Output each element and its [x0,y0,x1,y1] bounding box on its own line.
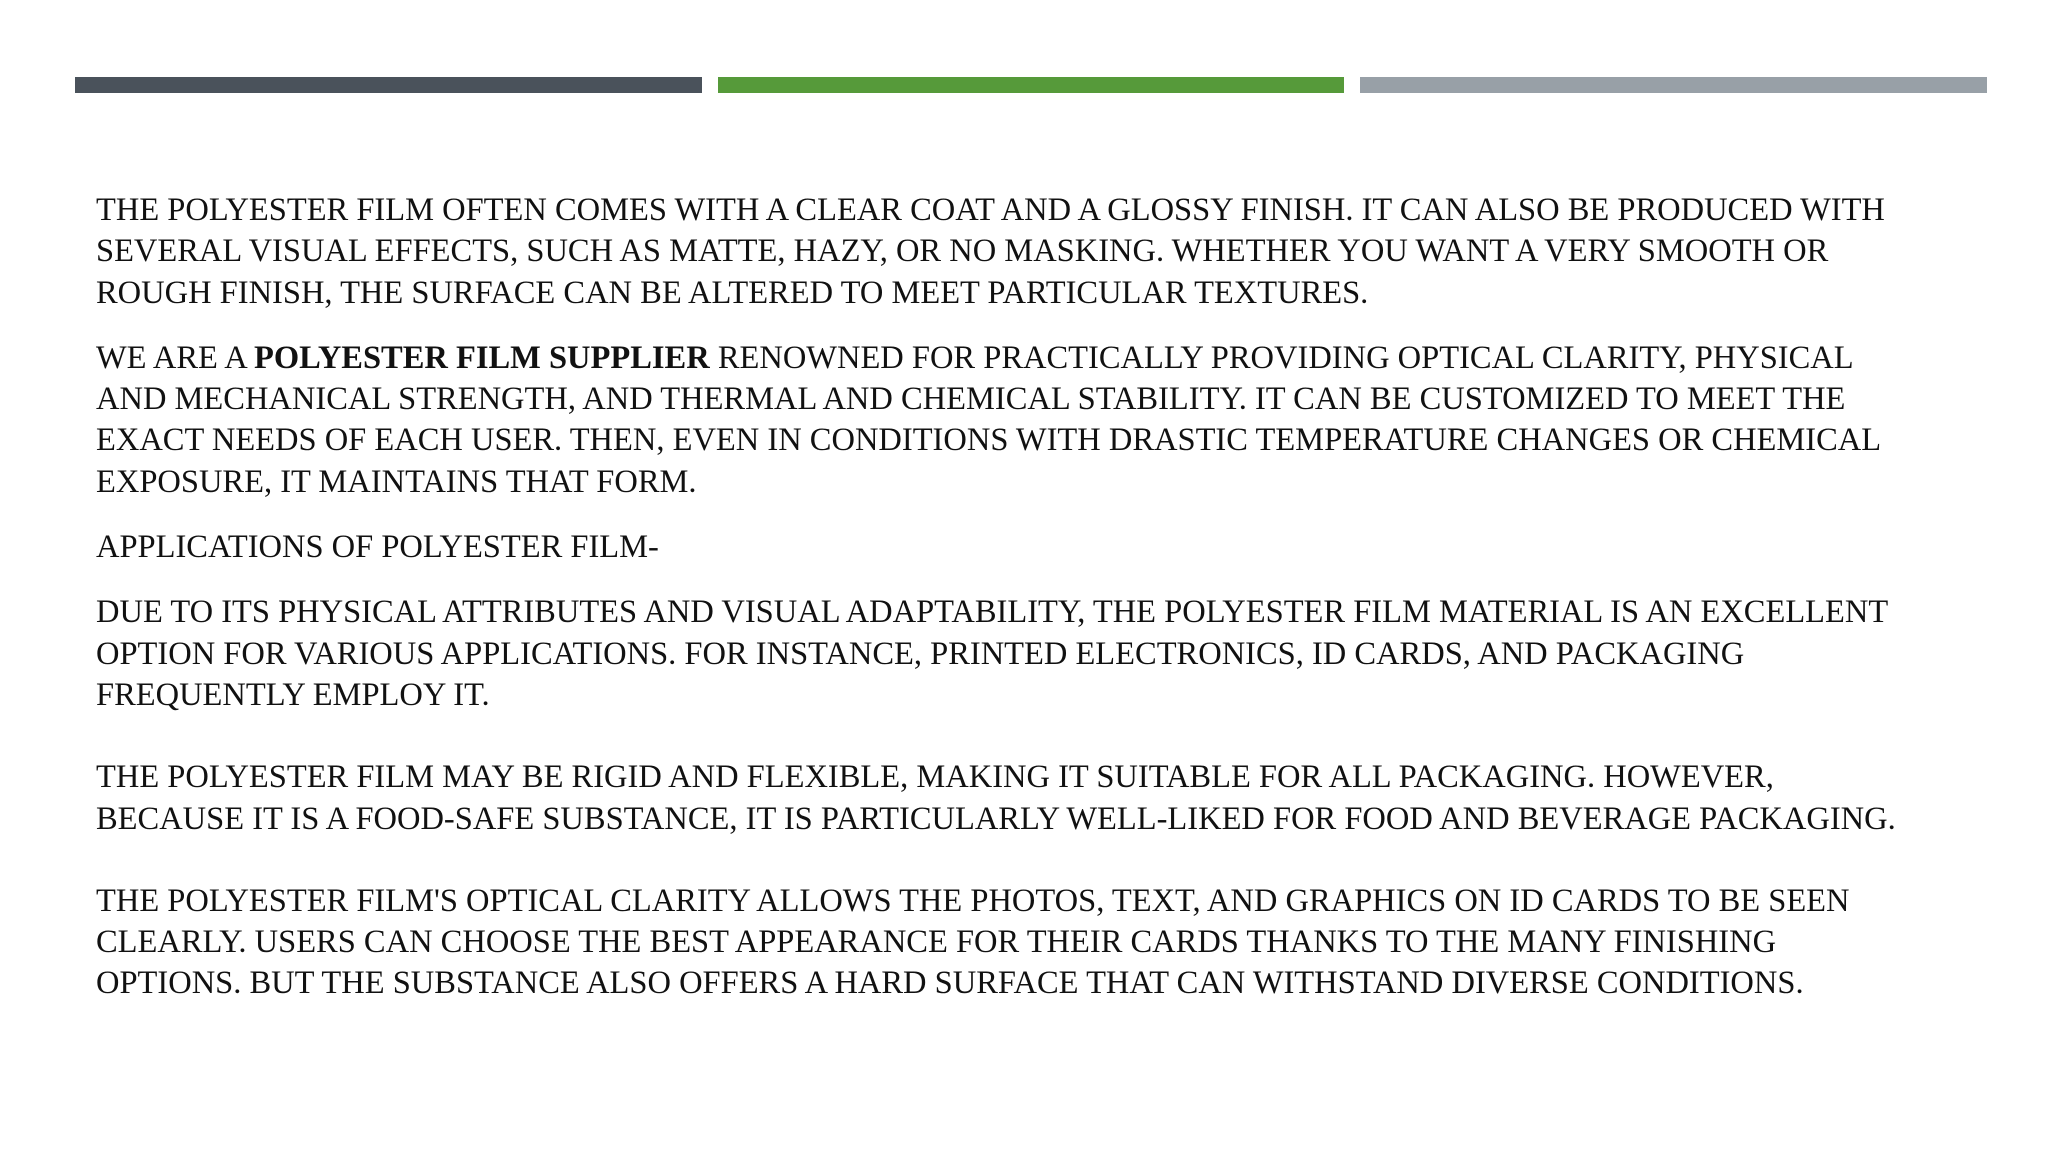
accent-bar-dark [75,77,702,93]
supplier-highlight: POLYESTER FILM SUPPLIER [254,339,710,376]
supplier-paragraph [96,338,1926,503]
slide-body [96,190,1926,1029]
applications-paragraph: DUE TO ITS PHYSICAL ATTRIBUTES AND VISUAL ADAPTABILITY, THE POLYESTER FILM MATERIAL IS AN EXCELLENT OPTION FOR VARIOUS APPLICATIONS. FOR INSTANCE, PRINTED ELECTRONICS, ID CARDS, AND PACKAGING FREQUENTLY EMPLOY IT. [96,594,1888,713]
accent-bar-green [718,77,1345,93]
accent-bar-gray [1360,77,1987,93]
packaging-paragraph: THE POLYESTER FILM MAY BE RIGID AND FLEXIBLE, MAKING IT SUITABLE FOR ALL PACKAGING. HOWEVER, BECAUSE IT IS A FOOD-SAFE SUBSTANCE, IT IS PARTICULARLY WELL-LIKED FOR FOOD AND BEVERAGE PACKAGING. [96,759,1896,837]
intro-paragraph: THE POLYESTER FILM OFTEN COMES WITH A CLEAR COAT AND A GLOSSY FINISH. IT CAN ALSO BE PRODUCED WITH SEVERAL VISUAL EFFECTS, SUCH AS MATTE, HAZY, OR NO MASKING. WHETHER YOU WANT A VERY SMOOTH OR ROUGH FINISH, THE SURFACE CAN BE ALTERED TO MEET PARTICULAR TEXTURES. [96,192,1885,311]
id-cards-paragraph: THE POLYESTER FILM'S OPTICAL CLARITY ALLOWS THE PHOTOS, TEXT, AND GRAPHICS ON ID CARDS TO BE SEEN CLEARLY. USERS CAN CHOOSE THE BEST APPEARANCE FOR THEIR CARDS THANKS TO THE MANY FINISHING OPTIONS. BUT THE SUBSTANCE ALSO OFFERS A HARD SURFACE THAT CAN WITHSTAND DIVERSE CONDITIONS. [96,882,1850,1002]
supplier-text-end: RENOWNED FOR PRACTICALLY PROVIDING OPTICAL CLARITY, PHYSICAL AND MECHANICAL STRENGTH, AND THERMAL AND CHEMICAL STABILITY. IT CAN BE CUSTOMIZED TO MEET THE EXACT NEEDS OF EACH USER. THEN, EVEN IN CONDITIONS WITH DRASTIC TEMPERATURE CHANGES OR CHEMICAL EXPOSURE, IT MAINTAINS THAT FORM. [96,339,1880,500]
supplier-text-start: WE ARE A [96,339,254,376]
accent-bars [75,77,1987,93]
applications-heading: APPLICATIONS OF POLYESTER FILM- [96,529,659,566]
